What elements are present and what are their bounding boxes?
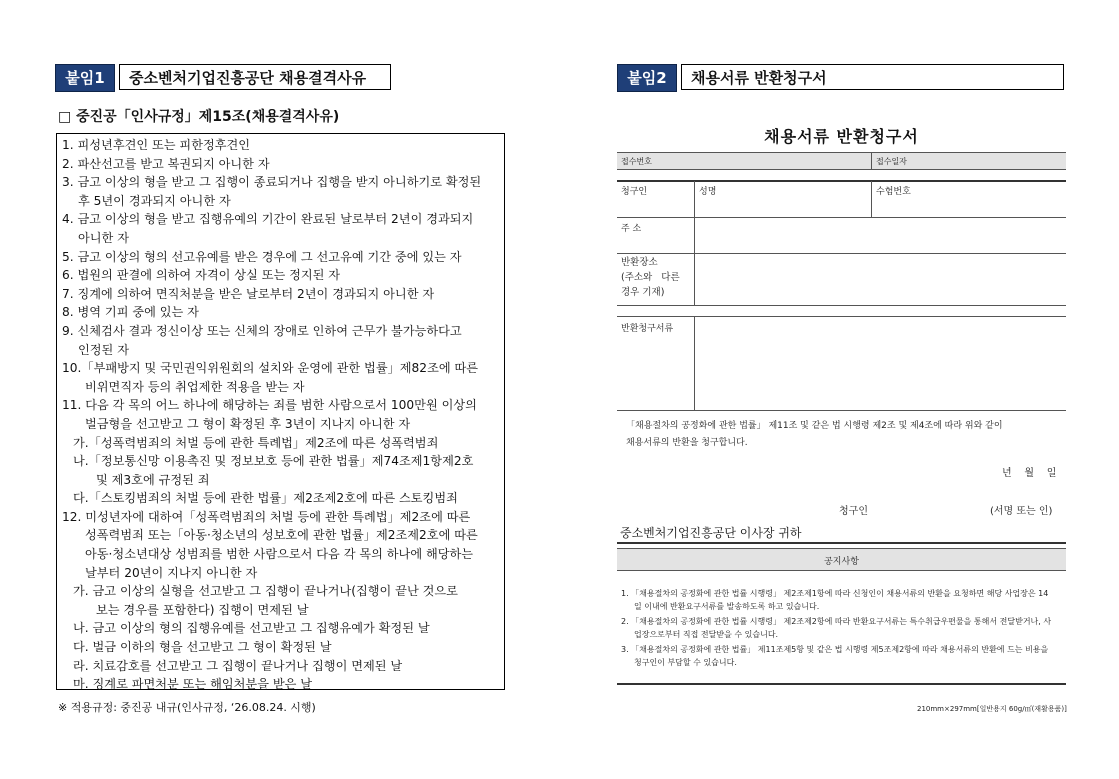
form-title: 채용서류 반환청구서: [764, 127, 919, 146]
receipt-number-label: 접수번호: [621, 157, 652, 166]
list-item: 1. 피성년후견인 또는 피한정후견인: [62, 138, 251, 152]
list-item: 및 제3호에 규정된 죄: [96, 472, 210, 487]
regulation-subheading: □ 중진공「인사규정」제15조(채용결격사유): [58, 109, 340, 125]
list-item: 아니한 자: [78, 230, 129, 245]
signature-field[interactable]: (서명 또는 인): [990, 506, 1053, 517]
list-item: 보는 경우를 포함한다) 집행이 면제된 날: [96, 602, 309, 617]
list-item: 성폭력범죄 또는「아동·청소년의 성보호에 관한 법률」제2조제2호에 따른: [85, 528, 478, 543]
address-label: 주 소: [621, 224, 642, 234]
list-item: 비위면직자 등의 취업제한 적용을 받는 자: [85, 379, 305, 394]
list-item: 6. 법원의 판결에 의하여 자격이 상실 또는 정지된 자: [62, 268, 341, 283]
exam-number-field[interactable]: 수험번호: [876, 187, 911, 197]
notice-item-1: 1. 「채용절차의 공정화에 관한 법률 시행령」 제2조제1항에 따라 신청인이 채용서류의 반환을 요청하면 해당 사업장은 14 일 이내에 반환요구서류를 발송하도록 하고 있습니다.: [621, 589, 1049, 611]
list-item: 11. 다음 각 목의 어느 하나에 해당하는 죄를 범한 사람으로서 100만원 이상의: [62, 398, 477, 413]
list-item: 10.「부패방지 및 국민권익위원회의 설치와 운영에 관한 법률」제82조에 따른: [62, 361, 479, 376]
list-item: 인정된 자: [78, 342, 129, 357]
notice-item-3: 3. 「채용절차의 공정화에 관한 법률」 제11조제5항 및 같은 법 시행령 제5조제2항에 따라 채용서류의 반환에 드는 비용을 청구인이 부담할 수 있습니다.: [621, 645, 1049, 667]
list-item: 다. 벌금 이하의 형을 선고받고 그 형이 확정된 날: [73, 640, 332, 655]
list-item: 가.「성폭력범죄의 처벌 등에 관한 특례법」제2조에 따른 성폭력범죄: [73, 435, 439, 450]
list-item: 후 5년이 경과되지 아니한 자: [78, 193, 231, 208]
list-item: 벌금형을 선고받고 그 형이 확정된 후 3년이 지나지 아니한 자: [85, 416, 411, 431]
claimant-signature-label: 청구인: [839, 506, 868, 517]
return-place-label: 반환장소 (주소와 다른 경우 기재): [621, 257, 680, 298]
notice-item-2: 2. 「채용절차의 공정화에 관한 법률 시행령」 제2조제2항에 따라 반환요구서류는 특수취급우편물을 통해서 전달받거나, 사 업장으로부터 직접 전달받을 수 있습니다.: [621, 617, 1052, 639]
list-item: 7. 징계에 의하여 면직처분을 받은 날로부터 2년이 경과되지 아니한 자: [62, 286, 435, 301]
paper-size-note: 210mm×297mm[일반용지 60g/㎡(재활용품)]: [917, 705, 1067, 713]
list-item: 라. 치료감호를 선고받고 그 집행이 끝나거나 집행이 면제된 날: [73, 658, 403, 673]
left-page-title: 중소벤처기업진흥공단 채용결격사유: [119, 64, 391, 90]
name-field[interactable]: 성명: [699, 187, 717, 197]
attachment-tag-2: 붙임2: [617, 64, 677, 92]
list-item: 9. 신체검사 결과 정신이상 또는 신체의 장애로 인하여 근무가 불가능하다고: [62, 323, 462, 338]
receipt-date-label: 접수일자: [876, 157, 907, 166]
attachment-tag-1: 붙임1: [55, 64, 115, 92]
list-item: 아동·청소년대상 성범죄를 범한 사람으로서 다음 각 목의 하나에 해당하는: [85, 547, 474, 562]
list-item: 마. 징계로 파면처분 또는 해임처분을 받은 날: [73, 677, 313, 692]
list-item: 가. 금고 이상의 실형을 선고받고 그 집행이 끝나거나(집행이 끝난 것으로: [73, 584, 458, 599]
list-item: 날부터 20년이 지나지 아니한 자: [85, 565, 258, 580]
list-item: 3. 금고 이상의 형을 받고 그 집행이 종료되거나 집행을 받지 아니하기로 확정된: [62, 175, 482, 190]
return-documents-label: 반환청구서류: [621, 324, 674, 334]
list-item: 다.「스토킹범죄의 처벌 등에 관한 법률」제2조제2호에 따른 스토킹범죄: [73, 491, 458, 506]
receipt-row: [617, 153, 1066, 169]
list-item: 8. 병역 기피 중에 있는 자: [62, 305, 199, 320]
list-item: 5. 금고 이상의 형의 선고유예를 받은 경우에 그 선고유예 기간 중에 있는 자: [62, 249, 462, 264]
right-page-title: 채용서류 반환청구서: [681, 64, 1064, 90]
list-item: 나. 금고 이상의 형의 집행유예를 선고받고 그 집행유예가 확정된 날: [73, 621, 430, 636]
list-item: 4. 금고 이상의 형을 받고 집행유예의 기간이 완료된 날로부터 2년이 경과되지: [62, 212, 474, 227]
list-item: 나.「정보통신망 이용촉진 및 정보보호 등에 관한 법률」제74조제1항제2호: [73, 454, 474, 469]
applied-regulation-note: ※ 적용규정: 중진공 내규(인사규정, ‘26.08.24. 시행): [58, 701, 316, 714]
disqualification-list: [56, 133, 505, 690]
recipient-line: 중소벤처기업진흥공단 이사장 귀하: [620, 526, 802, 540]
notice-header-label: 공지사항: [824, 557, 859, 567]
list-item: 2. 파산선고를 받고 복권되지 아니한 자: [62, 156, 270, 171]
claim-statement: 「채용절차의 공정화에 관한 법률」 제11조 및 같은 법 시행령 제2조 및 제4조에 따라 위와 같이 채용서류의 반환을 청구합니다.: [626, 421, 1003, 448]
date-line: 년 월 일: [1002, 468, 1057, 479]
claimant-label: 청구인: [621, 187, 648, 197]
list-item: 12. 미성년자에 대하여「성폭력범죄의 처벌 등에 관한 특례법」제2조에 따른: [62, 509, 471, 524]
